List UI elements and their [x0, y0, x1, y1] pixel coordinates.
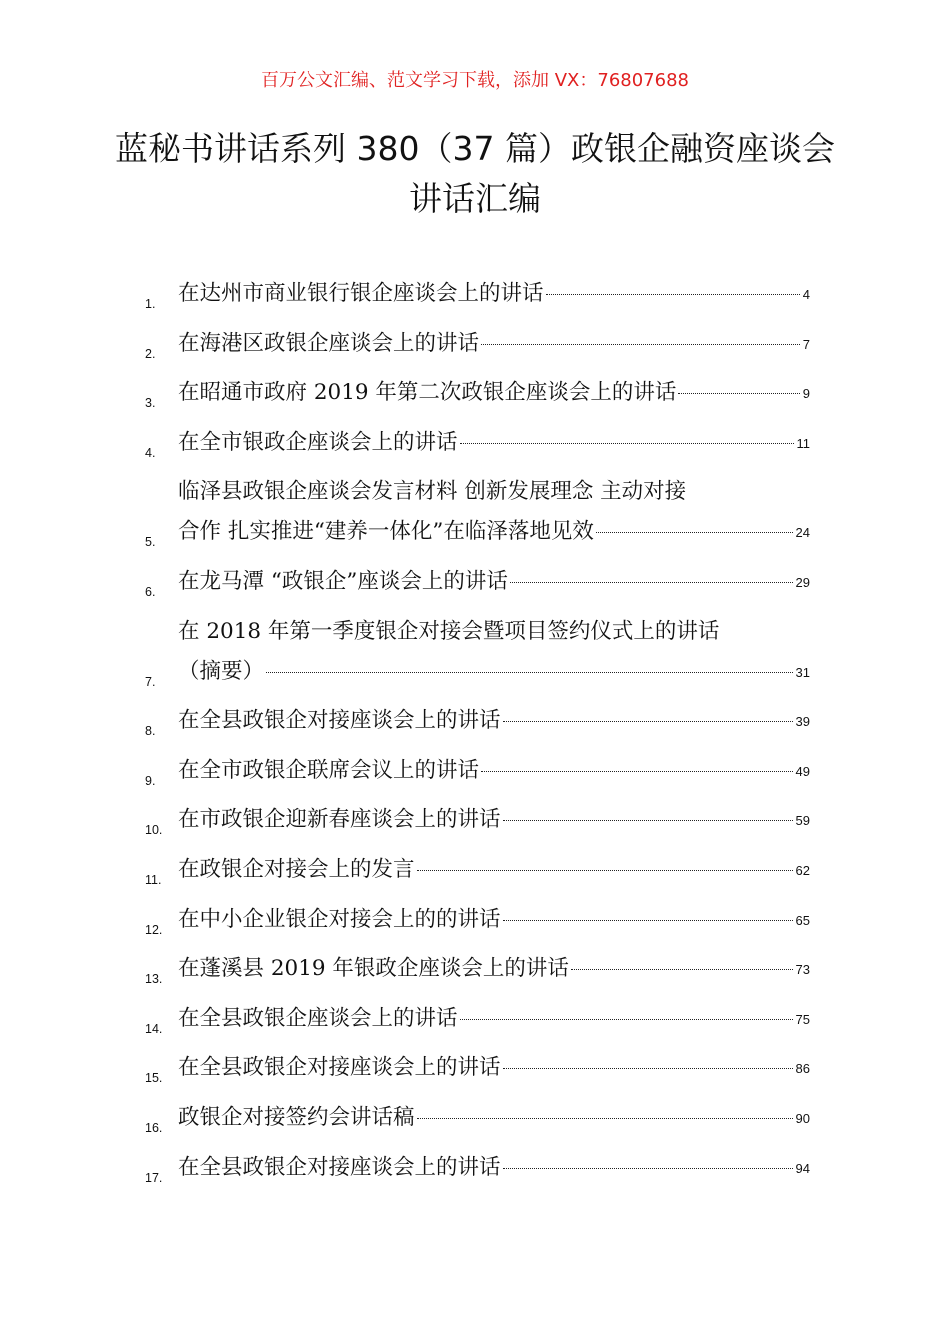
toc-entry[interactable] [145, 612, 810, 692]
toc-page-number: 39 [795, 714, 810, 730]
toc-entry-title: 在龙马潭 “政银企”座谈会上的讲话 [178, 568, 508, 594]
toc-dot-leader [678, 393, 799, 394]
toc-entry-title: 在 2018 年第一季度银企对接会暨项目签约仪式上的讲话 [178, 618, 720, 644]
toc-page-number: 59 [795, 813, 810, 829]
toc-entry-number: 16. [145, 1120, 163, 1135]
toc-entry-line [178, 472, 810, 512]
toc-dot-leader [481, 344, 800, 345]
toc-entry[interactable] [145, 800, 810, 840]
toc-entry-body [178, 800, 810, 840]
toc-entry-title: 在海港区政银企座谈会上的讲话 [178, 330, 480, 356]
toc-entry-number: 12. [145, 922, 163, 937]
toc-dot-leader [460, 1019, 793, 1020]
toc-entry[interactable] [145, 562, 810, 602]
toc-entry-line [178, 701, 810, 741]
toc-entry-number: 10. [145, 823, 163, 838]
toc-entry-number: 8. [145, 724, 156, 739]
toc-entry-body [178, 999, 810, 1039]
toc-entry-body [178, 1048, 810, 1088]
toc-entry-title: 在政银企对接会上的发言 [178, 856, 415, 882]
toc-dot-leader [460, 443, 794, 444]
toc-entry-title: 临泽县政银企座谈会发言材料 创新发展理念 主动对接 [178, 479, 687, 505]
toc-entry-title: 在达州市商业银行银企座谈会上的讲话 [178, 281, 544, 306]
toc-entry-body [178, 701, 810, 741]
toc-page-number: 7 [802, 336, 810, 352]
toc-entry[interactable] [145, 999, 810, 1039]
toc-entry[interactable] [145, 324, 810, 364]
toc-entry-line [178, 512, 810, 552]
toc-dot-leader [417, 870, 793, 871]
toc-entry-number: 7. [145, 674, 156, 689]
toc-dot-leader [503, 1068, 793, 1069]
toc-entry-title: 在中小企业银企对接会上的的讲话 [178, 906, 501, 932]
toc-entry-body [178, 900, 810, 940]
promo-header: 百万公文汇编、范文学习下载，添加 VX：76807688 [261, 70, 689, 91]
toc-entry-line [178, 652, 810, 692]
toc-entry[interactable] [145, 701, 810, 741]
toc-entry[interactable] [145, 1148, 810, 1188]
toc-dot-leader [510, 582, 793, 583]
toc-entry-body [178, 373, 810, 413]
toc-page-number: 65 [795, 912, 810, 928]
toc-entry-number: 17. [145, 1170, 163, 1185]
toc-entry-line [178, 900, 810, 940]
toc-entry-body [178, 612, 810, 692]
toc-entry-number: 6. [145, 584, 156, 599]
toc-dot-leader [417, 1118, 793, 1119]
toc-entry-body [178, 562, 810, 602]
toc-entry-line [178, 274, 810, 314]
toc-entry[interactable] [145, 949, 810, 989]
toc-entry-title: 合作 扎实推进“建养一体化”在临泽落地见效 [178, 519, 594, 545]
toc-dot-leader [481, 771, 793, 772]
toc-page-number: 94 [795, 1160, 810, 1176]
toc-entry-number: 5. [145, 535, 156, 550]
toc-entry-body [178, 324, 810, 364]
toc-entry-number: 14. [145, 1021, 163, 1036]
toc-page-number: 9 [802, 386, 810, 402]
toc-entry-line [178, 612, 810, 652]
toc-entry-number: 11. [145, 872, 162, 887]
toc-page-number: 49 [795, 763, 810, 779]
toc-entry[interactable] [145, 751, 810, 791]
toc-entry-body [178, 1148, 810, 1188]
toc-entry-line [178, 850, 810, 890]
toc-dot-leader [503, 1168, 793, 1169]
toc-entry-title: 在昭通市政府 2019 年第二次政银企座谈会上的讲话 [178, 380, 677, 406]
toc-entry-title: （摘要） [178, 658, 265, 684]
toc-entry-number: 9. [145, 773, 156, 788]
toc-entry-line [178, 562, 810, 602]
toc-entry-body [178, 472, 810, 552]
toc-entry-number: 13. [145, 972, 163, 987]
toc-dot-leader [546, 294, 800, 295]
toc-entry-title: 在全县政银企对接座谈会上的讲话 [178, 1154, 501, 1180]
toc-entry-line [178, 949, 810, 989]
toc-entry-line [178, 751, 810, 791]
toc-dot-leader [571, 969, 793, 970]
toc-page-number: 31 [795, 664, 810, 680]
toc-entry-line [178, 324, 810, 364]
toc-entry-number: 1. [145, 297, 156, 311]
toc-entry-line [178, 1048, 810, 1088]
toc-entry-line [178, 1098, 810, 1138]
toc-entry-title: 在市政银企迎新春座谈会上的讲话 [178, 807, 501, 833]
toc-entry-number: 3. [145, 396, 156, 411]
toc-dot-leader [503, 721, 793, 722]
toc-entry-number: 2. [145, 346, 156, 361]
toc-entry-line [178, 800, 810, 840]
toc-entry-line [178, 1148, 810, 1188]
document-title: 蓝秘书讲话系列 380（37 篇）政银企融资座谈会讲话汇编 [115, 129, 835, 218]
toc-entry-line [178, 373, 810, 413]
toc-dot-leader [503, 820, 793, 821]
toc-entry[interactable] [145, 373, 810, 413]
toc-entry-title: 在蓬溪县 2019 年银政企座谈会上的讲话 [178, 956, 569, 982]
table-of-contents [145, 274, 810, 1197]
toc-dot-leader [266, 672, 793, 673]
toc-dot-leader [503, 920, 793, 921]
toc-page-number: 24 [795, 525, 810, 541]
toc-dot-leader [596, 532, 793, 533]
toc-entry-title: 在全市银政企座谈会上的讲话 [178, 429, 458, 455]
toc-entry-title: 政银企对接签约会讲话稿 [178, 1104, 415, 1130]
toc-page-number: 29 [795, 574, 810, 590]
toc-entry[interactable] [145, 850, 810, 890]
toc-entry-body [178, 274, 810, 314]
toc-entry-title: 在全县政银企座谈会上的讲话 [178, 1005, 458, 1031]
toc-entry-title: 在全县政银企对接座谈会上的讲话 [178, 1055, 501, 1081]
toc-page-number: 11 [796, 435, 810, 451]
toc-page-number: 4 [802, 287, 810, 302]
toc-page-number: 75 [795, 1011, 810, 1027]
toc-entry-body [178, 751, 810, 791]
toc-entry-title: 在全县政银企对接座谈会上的讲话 [178, 708, 501, 734]
toc-entry-body [178, 850, 810, 890]
toc-entry-number: 4. [145, 445, 156, 460]
toc-page-number: 73 [795, 962, 810, 978]
toc-page-number: 86 [795, 1061, 810, 1077]
toc-entry-title: 在全市政银企联席会议上的讲话 [178, 757, 480, 783]
toc-entry[interactable] [145, 472, 810, 552]
toc-entry[interactable] [145, 1048, 810, 1088]
toc-entry[interactable] [145, 274, 810, 314]
toc-entry-line [178, 999, 810, 1039]
toc-entry-body [178, 423, 810, 463]
toc-entry-body [178, 949, 810, 989]
toc-entry[interactable] [145, 1098, 810, 1138]
toc-page-number: 62 [795, 862, 810, 878]
toc-entry-number: 15. [145, 1071, 163, 1086]
toc-page-number: 90 [795, 1110, 810, 1126]
toc-entry[interactable] [145, 423, 810, 463]
toc-entry-body [178, 1098, 810, 1138]
toc-entry[interactable] [145, 900, 810, 940]
toc-entry-line [178, 423, 810, 463]
